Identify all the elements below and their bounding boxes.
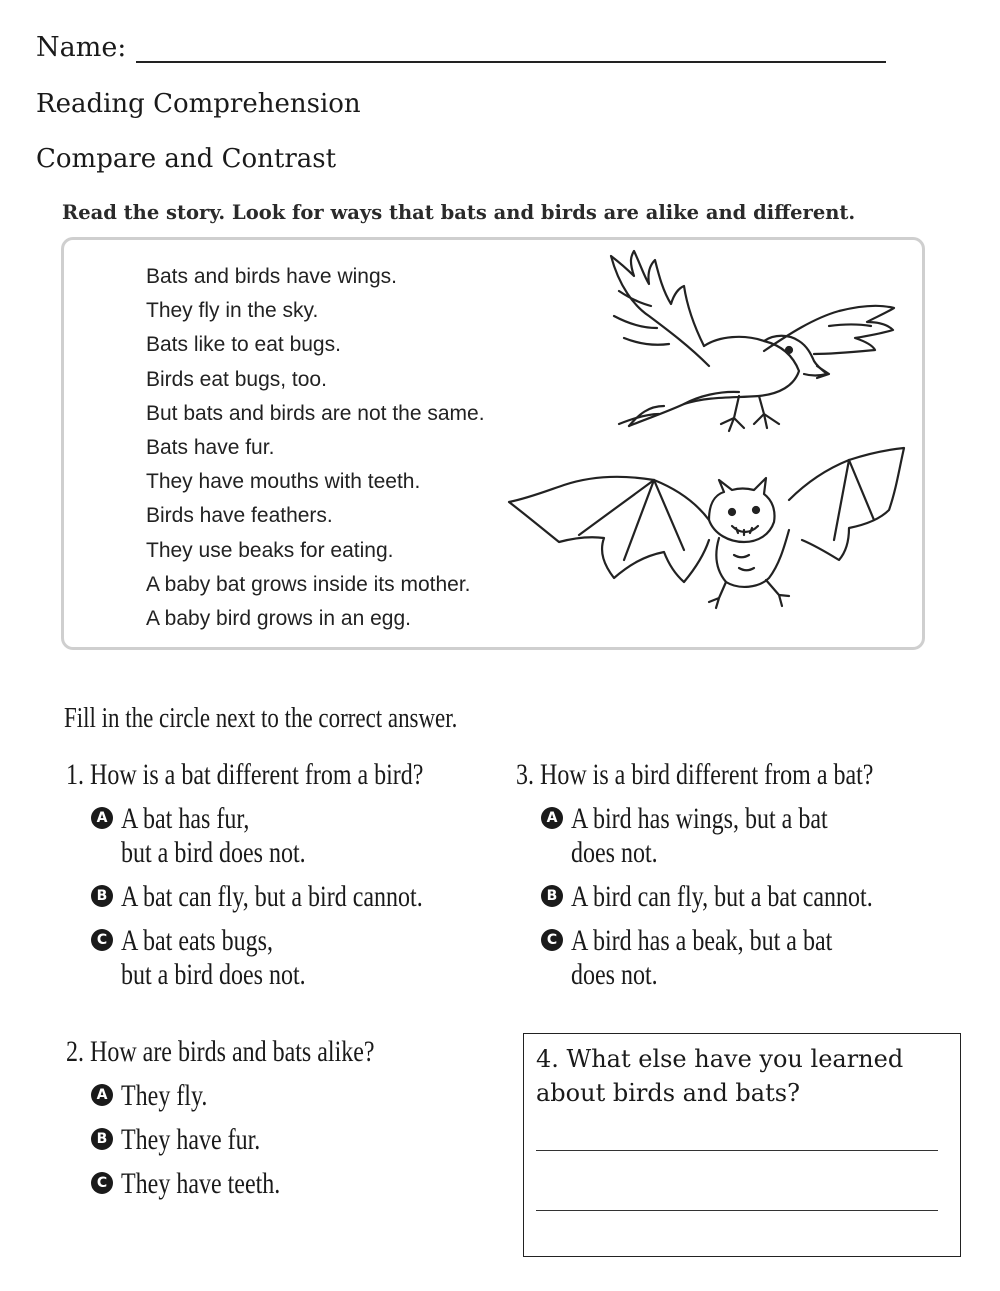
option-text: They have teeth. (121, 1167, 281, 1200)
story-line: Birds eat bugs, too. (146, 367, 327, 391)
option-text: A bat has fur, (121, 802, 250, 835)
option-text: A bird has wings, but a bat (571, 802, 828, 835)
option-text: A bat eats bugs, (121, 924, 273, 957)
answer-option-a[interactable] (516, 802, 963, 870)
answer-option-b[interactable] (66, 1123, 452, 1157)
answer-option-c[interactable] (66, 924, 513, 992)
worksheet-subject: Reading Comprehension (36, 89, 361, 119)
option-text: They fly. (121, 1079, 208, 1112)
story-line: They fly in the sky. (146, 299, 319, 323)
question-4-box (523, 1033, 961, 1257)
option-text: but a bird does not. (121, 836, 306, 869)
name-field-row (36, 32, 886, 63)
question-text: about birds and bats? (536, 1079, 800, 1107)
story-line: A baby bat grows inside its mother. (146, 572, 471, 596)
worksheet-skill: Compare and Contrast (36, 144, 337, 174)
name-input-line[interactable] (136, 35, 886, 63)
story-line: Bats and birds have wings. (146, 265, 397, 288)
question-3 (516, 758, 963, 992)
answer-bubble-b[interactable]: B (91, 1128, 113, 1150)
question-1 (66, 758, 513, 992)
answer-option-a[interactable] (66, 802, 513, 870)
name-label: Name: (36, 32, 127, 63)
answer-bubble-a[interactable]: A (91, 807, 113, 829)
story-line: Bats have fur. (146, 435, 275, 459)
question-text: 2. How are birds and bats alike? (66, 1035, 375, 1068)
answer-bubble-b[interactable]: B (541, 885, 563, 907)
answer-option-a[interactable] (66, 1079, 452, 1113)
story-instruction: Read the story. Look for ways that bats and birds are alike and different. (62, 201, 856, 224)
option-text: A bird can fly, but a bat cannot. (571, 880, 873, 913)
option-text: does not. (571, 836, 658, 869)
answer-bubble-c[interactable]: C (541, 929, 563, 951)
question-2 (66, 1035, 452, 1201)
question-text: 1. How is a bat different from a bird? (66, 758, 424, 791)
option-text: A bird has a beak, but a bat (571, 924, 833, 957)
answer-option-c[interactable] (66, 1167, 452, 1201)
story-line: But bats and birds are not the same. (146, 401, 485, 425)
questions-instruction: Fill in the circle next to the correct answer. (64, 703, 458, 734)
story-line: They use beaks for eating. (146, 538, 394, 562)
story-line: A baby bird grows in an egg. (146, 606, 412, 630)
answer-bubble-b[interactable]: B (91, 885, 113, 907)
option-text: but a bird does not. (121, 958, 306, 991)
answer-option-c[interactable] (516, 924, 963, 992)
bird-illustration (589, 246, 909, 456)
answer-bubble-a[interactable]: A (541, 807, 563, 829)
bat-illustration (504, 430, 909, 630)
story-line: Bats like to eat bugs. (146, 333, 341, 357)
question-text: 3. How is a bird different from a bat? (516, 758, 874, 791)
option-text: does not. (571, 958, 658, 991)
option-text: They have fur. (121, 1123, 261, 1156)
question-4-text (536, 1042, 946, 1110)
option-text: A bat can fly, but a bird cannot. (121, 880, 423, 913)
story-line: They have mouths with teeth. (146, 470, 421, 494)
answer-option-b[interactable] (516, 880, 963, 914)
question-text: 4. What else have you learned (536, 1045, 904, 1073)
answer-line-1[interactable] (536, 1150, 938, 1151)
story-line: Birds have feathers. (146, 504, 333, 528)
answer-bubble-a[interactable]: A (91, 1084, 113, 1106)
story-text (146, 260, 485, 636)
story-box (61, 237, 925, 650)
answer-bubble-c[interactable]: C (91, 1172, 113, 1194)
answer-option-b[interactable] (66, 880, 513, 914)
answer-bubble-c[interactable]: C (91, 929, 113, 951)
answer-line-2[interactable] (536, 1210, 938, 1211)
